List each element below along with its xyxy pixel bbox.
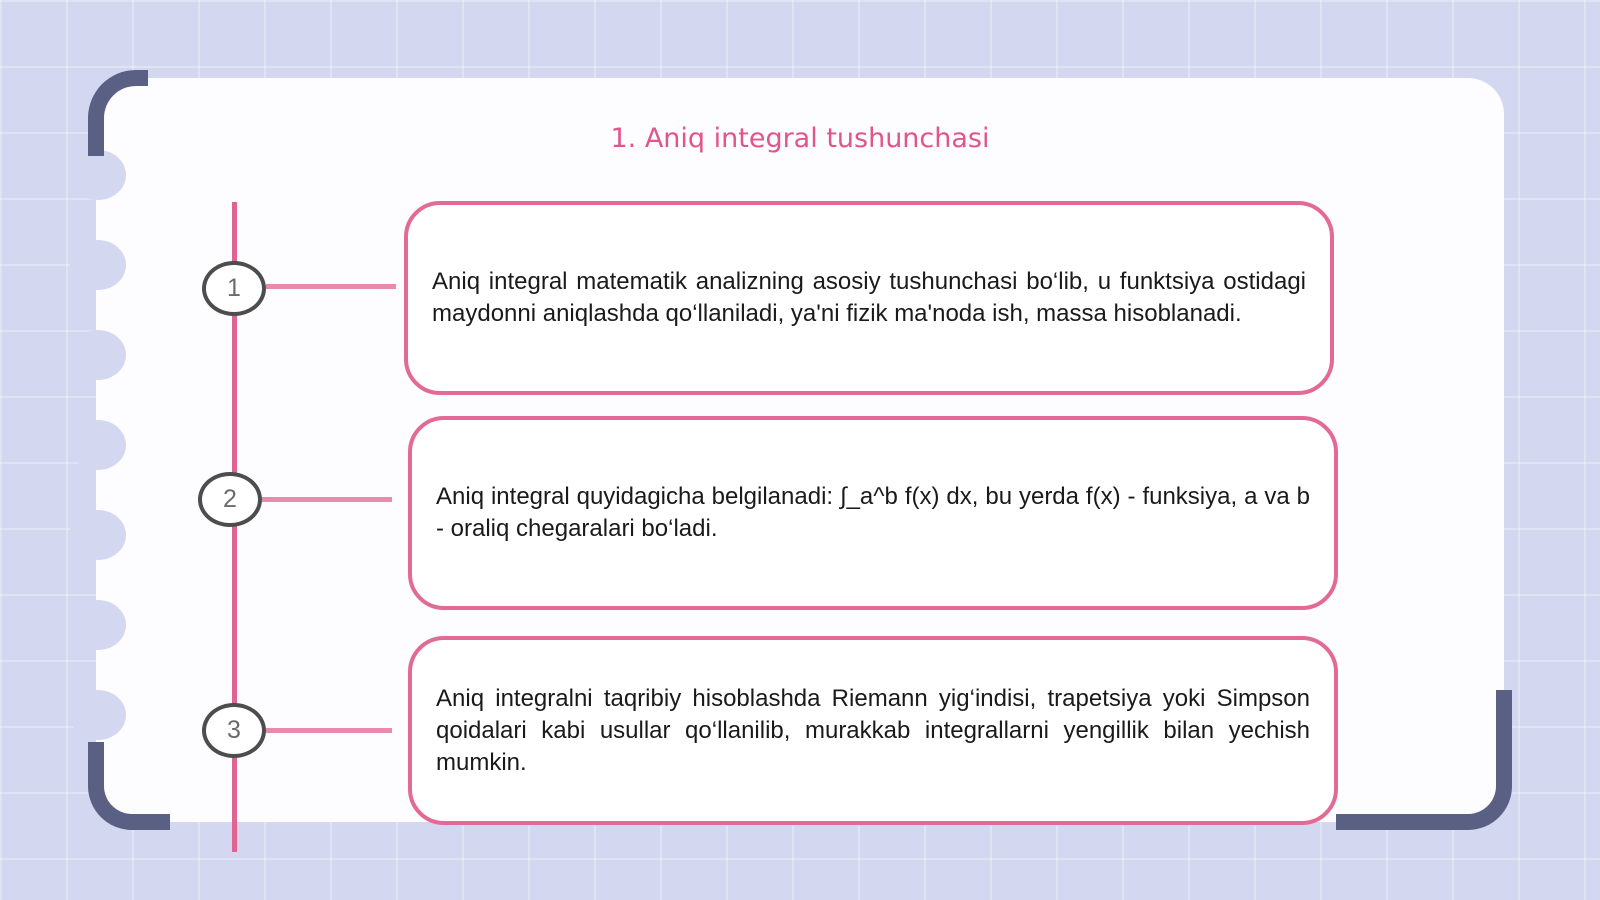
card-notch bbox=[70, 600, 126, 650]
marker-number: 1 bbox=[227, 274, 241, 302]
timeline-marker-2 bbox=[198, 472, 262, 527]
card-notch bbox=[70, 510, 126, 560]
marker-number: 3 bbox=[227, 716, 241, 744]
content-box-1 bbox=[404, 201, 1334, 395]
timeline-connector bbox=[262, 497, 392, 502]
card-notch bbox=[70, 690, 126, 740]
card-notch bbox=[70, 420, 126, 470]
content-text: Aniq integralni taqribiy hisoblashda Riemann yig‘indisi, trapetsiya yoki Simpson qoidalari kabi usullar qo‘llanilib, murakkab integrallarni yengillik bilan yechish mumkin. bbox=[436, 684, 1310, 776]
timeline-marker-3 bbox=[202, 703, 266, 758]
card-notch bbox=[70, 240, 126, 290]
timeline-marker-1 bbox=[202, 261, 266, 316]
corner-bracket-top-left bbox=[88, 70, 148, 156]
marker-number: 2 bbox=[223, 485, 237, 513]
slide-title: 1. Aniq integral tushunchasi bbox=[610, 123, 990, 154]
content-box-2 bbox=[408, 416, 1338, 610]
content-text: Aniq integral quyidagicha belgilanadi: ∫_a^b f(x) dx, bu yerda f(x) - funksiya, a va b - oraliq chegaralari bo‘ladi. bbox=[436, 483, 1310, 542]
content-text: Aniq integral matematik analizning asosiy tushunchasi bo‘lib, u funktsiya ostidagi maydonni aniqlashda qo‘llaniladi, ya'ni fizik ma'noda ish, massa hisoblanadi. bbox=[432, 268, 1306, 327]
timeline-connector bbox=[266, 284, 396, 289]
timeline-connector bbox=[266, 728, 392, 733]
card-notch bbox=[70, 330, 126, 380]
content-box-3 bbox=[408, 636, 1338, 825]
corner-bracket-bottom-left bbox=[88, 742, 170, 830]
corner-bracket-bottom-right bbox=[1336, 690, 1512, 830]
card-notch bbox=[70, 150, 126, 200]
